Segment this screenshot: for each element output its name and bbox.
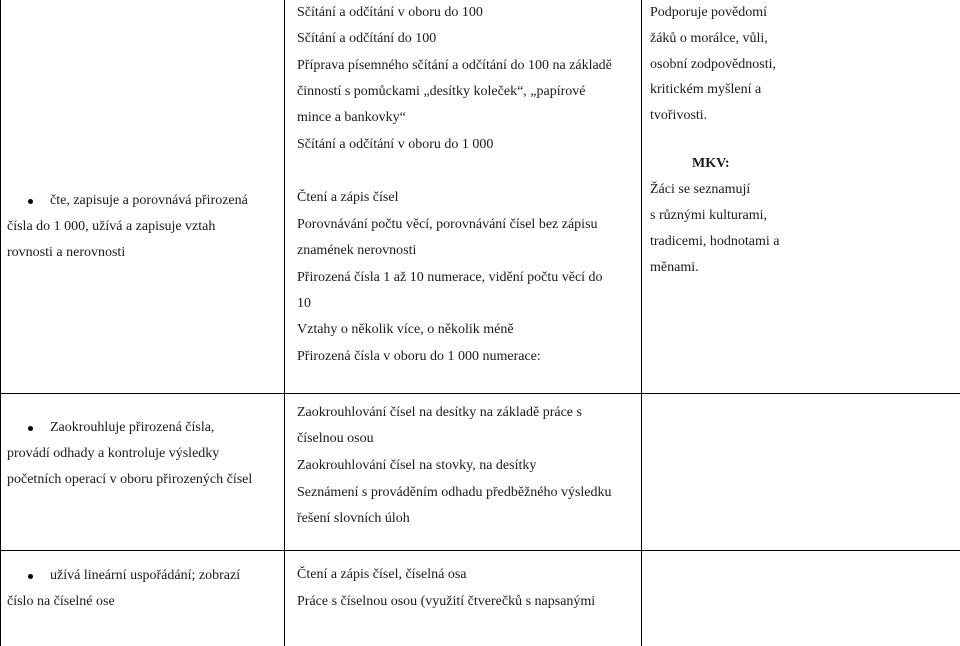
topic-line: 10 <box>297 296 311 311</box>
bullet-icon <box>28 426 33 431</box>
topic-line: Zaokrouhlování čísel na desítky na základě práce s <box>297 405 582 420</box>
outcome-line: užívá lineární uspořádání; zobrazí <box>50 568 241 583</box>
bullet-icon <box>28 199 33 204</box>
outcome-line: čte, zapisuje a porovnává přirozená <box>50 193 248 208</box>
outcome-line: čísla do 1 000, užívá a zapisuje vztah <box>7 219 216 234</box>
outcome-line: provádí odhady a kontroluje výsledky <box>7 446 220 461</box>
theme-line: Žáci se seznamují <box>650 182 751 197</box>
topic-line: mince a bankovky“ <box>297 110 406 125</box>
topic-line: Vztahy o několik více, o několik méně <box>297 322 514 337</box>
topic-line: Seznámení s prováděním odhadu předběžného výsledku <box>297 485 612 500</box>
topic-line: Přirozená čísla 1 až 10 numerace, vidění počtu věcí do <box>297 270 603 285</box>
topic-line: činností s pomůckami „desítky koleček“, „papírové <box>297 84 586 99</box>
theme-line: Podporuje povědomí <box>650 5 768 20</box>
topic-line: Příprava písemného sčítání a odčítání do 100 na základě <box>297 58 612 73</box>
topic-line: Přirozená čísla v oboru do 1 000 numerace: <box>297 349 541 364</box>
topic-line: číselnou osou <box>297 431 374 446</box>
topic-line: znamének nerovnosti <box>297 243 417 258</box>
topic-line: Čtení a zápis čísel <box>297 190 399 205</box>
bullet-icon <box>28 574 33 579</box>
outcome-line: číslo na číselné ose <box>7 594 115 609</box>
topic-line: Sčítání a odčítání v oboru do 100 <box>297 5 483 20</box>
topic-line: Porovnávání počtu věcí, porovnávání čísel bez zápisu <box>297 217 598 232</box>
table-row-divider-1 <box>0 393 960 394</box>
theme-line: měnami. <box>650 260 699 275</box>
topic-line: řešení slovních úloh <box>297 511 410 526</box>
outcome-line: početních operací v oboru přirozených čísel <box>7 472 253 487</box>
theme-line: s různými kulturami, <box>650 208 768 223</box>
topic-line: Sčítání a odčítání do 100 <box>297 31 437 46</box>
topic-line: Zaokrouhlování čísel na stovky, na desítky <box>297 458 537 473</box>
mkv-heading: MKV: <box>692 156 730 171</box>
outcome-line: Zaokrouhluje přirozená čísla, <box>50 420 215 435</box>
theme-line: osobní zodpovědnosti, <box>650 57 776 72</box>
theme-line: tvořivosti. <box>650 108 708 123</box>
theme-line: kritickém myšlení a <box>650 82 762 97</box>
table-row-divider-2 <box>0 550 960 551</box>
outcome-line: rovnosti a nerovnosti <box>7 245 126 260</box>
topic-line: Sčítání a odčítání v oboru do 1 000 <box>297 137 494 152</box>
topic-line: Čtení a zápis čísel, číselná osa <box>297 567 467 582</box>
topic-line: Práce s číselnou osou (využití čtverečků s napsanými <box>297 594 596 609</box>
theme-line: žáků o morálce, vůli, <box>650 31 768 46</box>
theme-line: tradicemi, hodnotami a <box>650 234 780 249</box>
